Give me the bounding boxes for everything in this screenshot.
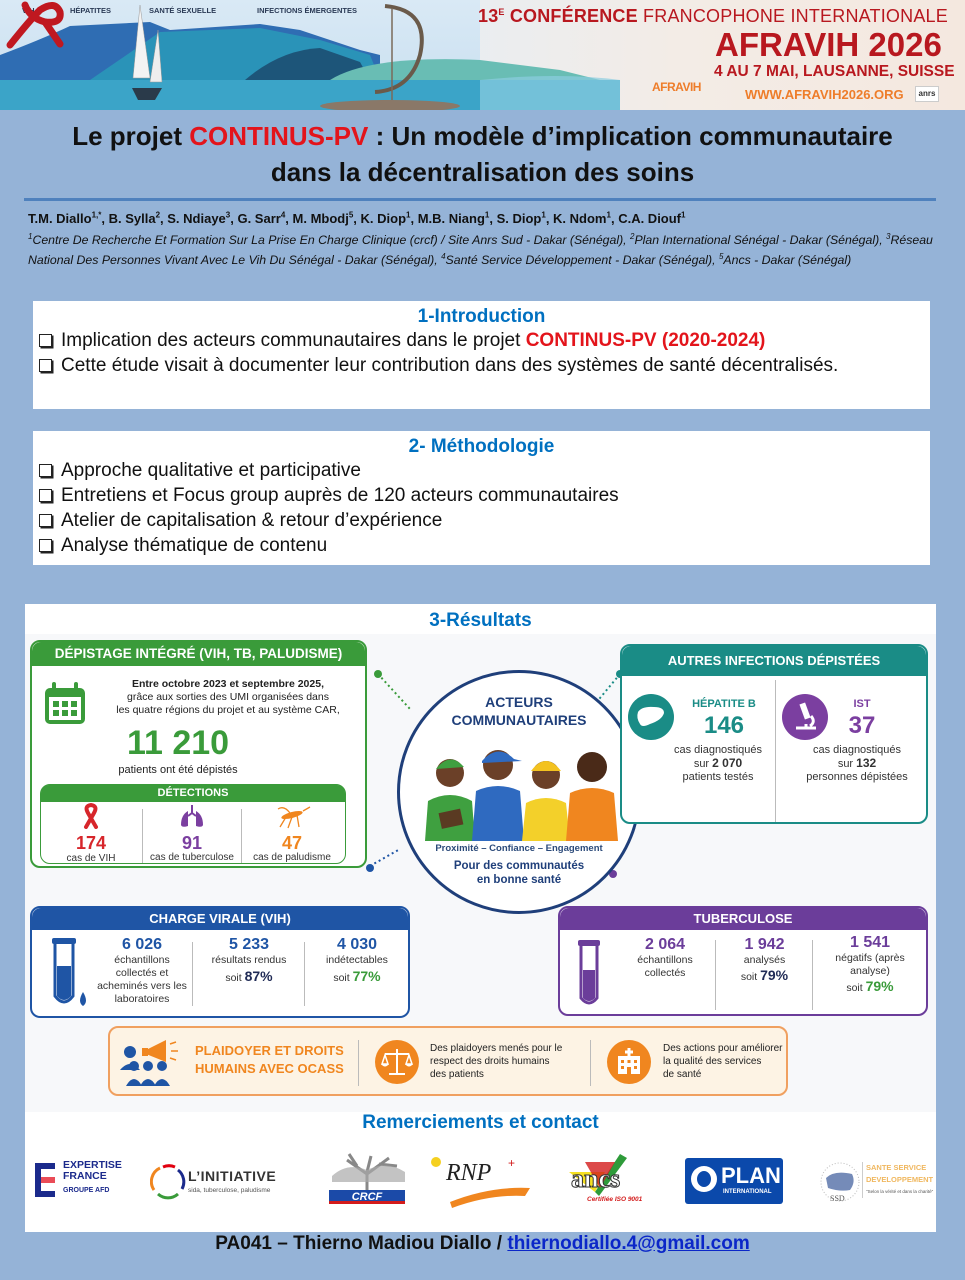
method-bullet-text: Atelier de capitalisation & retour d’expérience <box>61 510 443 531</box>
stat-percent-label: soit <box>333 972 353 984</box>
detection-value: 91 <box>181 833 203 853</box>
conference-label: CONFÉRENCE <box>509 6 638 26</box>
afravih-ribbon-icon <box>0 0 70 50</box>
depistage-intro <box>94 678 362 717</box>
stat-value: 5 233 <box>228 936 270 953</box>
tb-stat <box>717 936 812 984</box>
stat-value: 1 942 <box>744 936 785 953</box>
advocacy-title <box>195 1042 344 1078</box>
viral-load-card <box>30 906 410 1018</box>
afravih-logo-text: AFRAVIH <box>652 80 701 94</box>
advocacy-title-line: PLAIDOYER ET DROITS <box>195 1043 344 1058</box>
lungs-icon <box>179 803 205 829</box>
stat-percent <box>194 970 304 985</box>
stat-caption-line: personnes dépistées <box>806 771 908 783</box>
depistage-intro-line: grâce aux sorties des UMI organisées dans <box>127 691 329 703</box>
method-bullet <box>33 458 930 483</box>
affiliations <box>28 230 933 270</box>
advocacy-item-line: des patients <box>430 1069 484 1080</box>
stat-caption-line: cas diagnostiqués <box>673 744 763 756</box>
method-bullet <box>33 483 930 508</box>
expertise-line: EXPERTISE <box>63 1159 122 1171</box>
center-title-line: COMMUNAUTAIRES <box>451 712 587 728</box>
stat-caption: résultats rendus <box>211 954 287 966</box>
author: S. Diop$^1$ <box>496 210 546 226</box>
depistage-total: 11 210 <box>126 724 230 762</box>
viral-load-stat <box>194 936 304 985</box>
ssd-abbr: SSD <box>830 1194 845 1203</box>
stat-percent-label: soit <box>225 972 245 984</box>
stat-caption-pre: sur <box>693 758 713 770</box>
method-bullet <box>33 533 930 558</box>
ssd-logo <box>820 1160 935 1210</box>
author-affiliation-sup: 1 <box>484 210 490 220</box>
author-affiliation-sup: 3 <box>225 210 231 220</box>
advocacy-item-line: Des actions pour améliorer <box>663 1043 783 1054</box>
results-infographic <box>25 634 936 1112</box>
method-bullet <box>33 508 930 533</box>
stat-caption-pre: sur <box>837 758 857 770</box>
affiliation-sup: 2 <box>630 231 635 241</box>
author-affiliation-sup: 1 <box>681 210 686 220</box>
footer-text: PA041 – Thierno Madiou Diallo / <box>215 1233 508 1254</box>
rnp-logo <box>430 1156 530 1210</box>
tuberculosis-title: TUBERCULOSE <box>560 908 926 930</box>
title-line-2: dans la décentralisation des soins <box>270 157 695 187</box>
author: C.A. Diouf$^1$ <box>618 210 686 226</box>
initiative-tag: sida, tuberculose, paludisme <box>188 1187 271 1194</box>
center-slogan-line: Pour des communautés <box>453 860 585 872</box>
author: M.B. Niang$^1$ <box>417 210 490 226</box>
affiliation: Santé Service Développement - Dakar (Sénégal), <box>445 253 719 267</box>
topic-sante-sexuelle: SANTÉ SEXUELLE <box>149 6 217 15</box>
blood-tube-icon <box>50 938 90 1012</box>
stat-percent-value: 79% <box>760 967 789 983</box>
title-line-1 <box>0 118 965 154</box>
center-slogan-line: en bonne santé <box>476 874 562 886</box>
poster-title <box>0 118 965 190</box>
mosquito-icon <box>272 803 312 829</box>
stat-caption-num: 132 <box>856 756 877 770</box>
advocacy-card <box>108 1026 788 1096</box>
plan-icon <box>691 1166 717 1192</box>
stat-percent <box>717 969 812 984</box>
conference-name <box>478 6 948 27</box>
plan-tag: INTERNATIONAL <box>723 1189 772 1195</box>
depistage-intro-line: Entre octobre 2023 et septembre 2025, <box>131 678 324 690</box>
depistage-card <box>30 640 367 868</box>
intro-bullet-text: Cette étude visait à documenter leur contribution dans des systèmes de santé décentralisés. <box>61 355 839 376</box>
author: K. Ndom$^1$ <box>553 210 611 226</box>
results-section <box>25 604 936 1232</box>
anrs-logo: anrs <box>915 86 939 102</box>
affiliation-sup: 4 <box>441 251 446 261</box>
detection-value: 47 <box>281 833 303 853</box>
liver-icon <box>628 694 674 740</box>
ancs-name: ancs <box>571 1164 621 1193</box>
ssd-tag: "Selon la vérité et dans la charité" <box>866 1189 934 1194</box>
viral-load-stat <box>94 936 190 1006</box>
results-heading: 3-Résultats <box>429 610 532 631</box>
ssd-line: DEVELOPPEMENT <box>866 1175 934 1184</box>
depistage-title: DÉPISTAGE INTÉGRÉ (VIH, TB, PALUDISME) <box>32 642 365 666</box>
advocacy-title-line: HUMAINS AVEC OCASS <box>195 1061 344 1076</box>
detections-title: DÉTECTIONS <box>41 785 345 802</box>
checkbox-bullet-icon <box>39 359 52 372</box>
center-title-line: ACTEURS <box>485 694 553 710</box>
tb-stat <box>814 934 926 995</box>
stat-percent <box>814 980 926 995</box>
event-website[interactable]: WWW.AFRAVIH2026.ORG <box>745 87 904 102</box>
rnp-plus: + <box>508 1156 516 1170</box>
stat-caption: échantillons collectés et acheminés vers les laboratoires <box>97 954 187 1005</box>
detection-paludisme <box>242 803 342 863</box>
hospital-icon <box>607 1040 651 1084</box>
affiliation-sup: 1 <box>28 231 33 241</box>
checkbox-bullet-icon <box>39 489 52 502</box>
viral-load-title: CHARGE VIRALE (VIH) <box>32 908 408 930</box>
stat-caption <box>792 744 922 784</box>
advocacy-item-line: Des plaidoyers menés pour le <box>430 1043 563 1054</box>
checkbox-bullet-icon <box>39 334 52 347</box>
methodology-section <box>33 431 930 565</box>
author-affiliation-sup: 5 <box>348 210 354 220</box>
affiliation: Réseau National Des Personnes Vivant Avec Le Vih Du Sénégal - Dakar (Sénégal), <box>28 233 933 267</box>
conference-ordinal: 13 <box>478 6 499 26</box>
conference-ordinal-sup: E <box>498 7 505 17</box>
ribbon-icon <box>81 803 101 829</box>
other-infections-title: AUTRES INFECTIONS DÉPISTÉES <box>622 646 926 676</box>
affiliation-sup: 3 <box>886 231 891 241</box>
author: K. Diop$^1$ <box>360 210 411 226</box>
initiative-logo <box>150 1164 295 1204</box>
tuberculosis-card <box>558 906 928 1016</box>
community-actors-circle <box>397 670 641 914</box>
advocacy-item-quality <box>663 1042 783 1081</box>
partner-logos <box>25 1152 936 1222</box>
affiliation: Centre De Recherche Et Formation Sur La Prise En Charge Clinique (crcf) / Site Anrs Sud - Dakar (Sénégal), <box>32 233 631 247</box>
ssd-line: SANTE SERVICE <box>866 1163 927 1172</box>
crcf-logo <box>327 1152 407 1208</box>
topic-vih: VIH <box>22 6 35 15</box>
author: M. Mbodj$^5$ <box>292 210 354 226</box>
conference-banner <box>0 0 965 110</box>
megaphone-people-icon <box>120 1036 190 1088</box>
intro-bullet-1 <box>33 328 930 353</box>
author-affiliation-sup: 1 <box>606 210 611 220</box>
conference-subtitle: FRANCOPHONE INTERNATIONALE <box>643 6 948 26</box>
contact-email-link[interactable]: thiernodiallo.4@gmail.com <box>507 1233 750 1254</box>
introduction-heading: 1-Introduction <box>417 306 546 327</box>
depistage-total-caption: patients ont été dépistés <box>118 764 238 776</box>
topic-hepatites: HÉPATITES <box>70 6 111 15</box>
stat-percent-label: soit <box>740 971 761 983</box>
ssd-name <box>862 1162 933 1198</box>
stat-caption <box>658 744 778 784</box>
stat-caption-line: cas diagnostiqués <box>812 744 902 756</box>
author: T.M. Diallo$^{1,*}$ <box>28 210 102 226</box>
stat-value: 2 064 <box>644 936 686 953</box>
advocacy-item-rights <box>430 1042 562 1081</box>
title-divider <box>24 198 936 201</box>
stat-caption: échantillons collectés <box>637 954 693 979</box>
center-slogan <box>400 859 638 887</box>
stat-value: 1 541 <box>849 934 891 951</box>
community-workers-illustration <box>400 731 638 841</box>
detection-tb <box>142 803 242 863</box>
author-affiliation-sup: 1,* <box>91 210 102 220</box>
footer-contact <box>0 1233 965 1255</box>
stat-percent-value: 87% <box>244 968 273 984</box>
title-suffix: : Un modèle d’implication communautaire <box>368 121 893 151</box>
method-bullet-text: Entretiens et Focus group auprès de 120 acteurs communautaires <box>61 485 619 506</box>
method-bullet-text: Analyse thématique de contenu <box>61 535 328 556</box>
advocacy-item-line: la qualité des services <box>663 1056 762 1067</box>
advocacy-item-line: de santé <box>663 1069 702 1080</box>
intro-bullet-2 <box>33 353 930 378</box>
detection-caption: cas de paludisme <box>253 852 331 863</box>
initiative-name: L’INITIATIVE <box>188 1168 277 1184</box>
title-prefix: Le projet <box>72 121 190 151</box>
checkbox-bullet-icon <box>39 539 52 552</box>
other-infections-card <box>620 644 928 824</box>
ancs-logo <box>565 1152 665 1208</box>
center-title <box>400 693 638 729</box>
author: S. Ndiaye$^3$ <box>167 210 231 226</box>
topic-infections-emergentes: INFECTIONS ÉMERGENTES <box>257 6 358 15</box>
intro-bullet-text: Implication des acteurs communautaires dans le projet <box>61 330 526 351</box>
introduction-section <box>33 301 930 409</box>
thanks-heading: Remerciements et contact <box>362 1112 599 1133</box>
stat-caption: indétectables <box>326 954 388 966</box>
depistage-intro-line: les quatre régions du projet et au système CAR, <box>116 704 340 716</box>
detections-card <box>40 784 346 864</box>
title-project-name: CONTINUS-PV <box>189 121 369 151</box>
detection-value: 174 <box>75 833 107 853</box>
author-affiliation-sup: 4 <box>280 210 286 220</box>
methodology-heading: 2- Méthodologie <box>408 436 555 457</box>
detection-caption: cas de tuberculose <box>150 852 234 863</box>
method-bullet-text: Approche qualitative et participative <box>61 460 361 481</box>
stat-value: 6 026 <box>121 936 163 953</box>
microscope-icon <box>782 694 828 740</box>
ancs-tag: Certifiée ISO 9001 <box>587 1196 643 1203</box>
tb-stat <box>615 936 715 980</box>
affiliation-sup: 5 <box>718 251 724 261</box>
stat-value: 37 <box>848 712 876 739</box>
plan-international-logo <box>685 1158 783 1204</box>
detection-caption: cas de VIH <box>66 853 116 864</box>
stat-caption: négatifs (après analyse) <box>835 952 905 977</box>
author: B. Sylla$^2$ <box>108 210 161 226</box>
affiliation: Plan International Sénégal - Dakar (Sénégal), <box>634 233 887 247</box>
author-affiliation-sup: 2 <box>155 210 161 220</box>
sample-tube-icon <box>578 940 602 1012</box>
viral-load-stat <box>306 936 408 985</box>
expertise-line: FRANCE <box>63 1170 107 1182</box>
expertise-line: GROUPE AFD <box>63 1187 110 1194</box>
authors-list: T.M. Diallo$^{1,*}$, B. Sylla$^2$, S. Ndiaye$^3$, G. Sarr$^4$, M. Mbodj$^5$, K. Diop$^1$, M.B. Niang$^1$, S. Diop$^1$, K. Ndom$^1$, C.A. Diouf$^1$ <box>28 210 686 226</box>
stat-percent-value: 79% <box>865 978 894 994</box>
stat-label: HÉPATITE B <box>692 698 756 710</box>
stat-percent-value: 77% <box>352 968 381 984</box>
event-name: AFRAVIH 2026 <box>715 26 942 63</box>
plan-name: PLAN <box>721 1163 781 1188</box>
scales-icon <box>375 1040 419 1084</box>
author-affiliation-sup: 1 <box>406 210 411 220</box>
intro-bullet-highlight: CONTINUS-PV (2020-2024) <box>525 330 766 351</box>
stat-caption-num: 2 070 <box>712 756 743 770</box>
stat-percent <box>306 970 408 985</box>
stat-caption-line: patients testés <box>682 771 754 783</box>
calendar-icon <box>42 680 88 726</box>
rnp-name: RNP <box>446 1160 492 1186</box>
author-affiliation-sup: 1 <box>541 210 546 220</box>
crcf-name: CRCF <box>329 1190 405 1204</box>
author: G. Sarr$^4$ <box>237 210 286 226</box>
center-values: Proximité – Confiance – Engagement <box>435 843 603 854</box>
advocacy-item-line: respect des droits humains <box>430 1056 550 1067</box>
expertise-france-logo <box>35 1160 145 1200</box>
stat-caption: analysés <box>743 954 786 966</box>
detection-vih <box>41 803 141 865</box>
stat-label: IST <box>853 698 871 710</box>
affiliation: Ancs - Dakar (Sénégal) <box>723 253 852 267</box>
stat-percent-label: soit <box>846 982 866 994</box>
stat-value: 146 <box>703 712 745 739</box>
checkbox-bullet-icon <box>39 464 52 477</box>
checkbox-bullet-icon <box>39 514 52 527</box>
stat-value: 4 030 <box>336 936 378 953</box>
event-dates: 4 AU 7 MAI, LAUSANNE, SUISSE <box>714 63 955 80</box>
